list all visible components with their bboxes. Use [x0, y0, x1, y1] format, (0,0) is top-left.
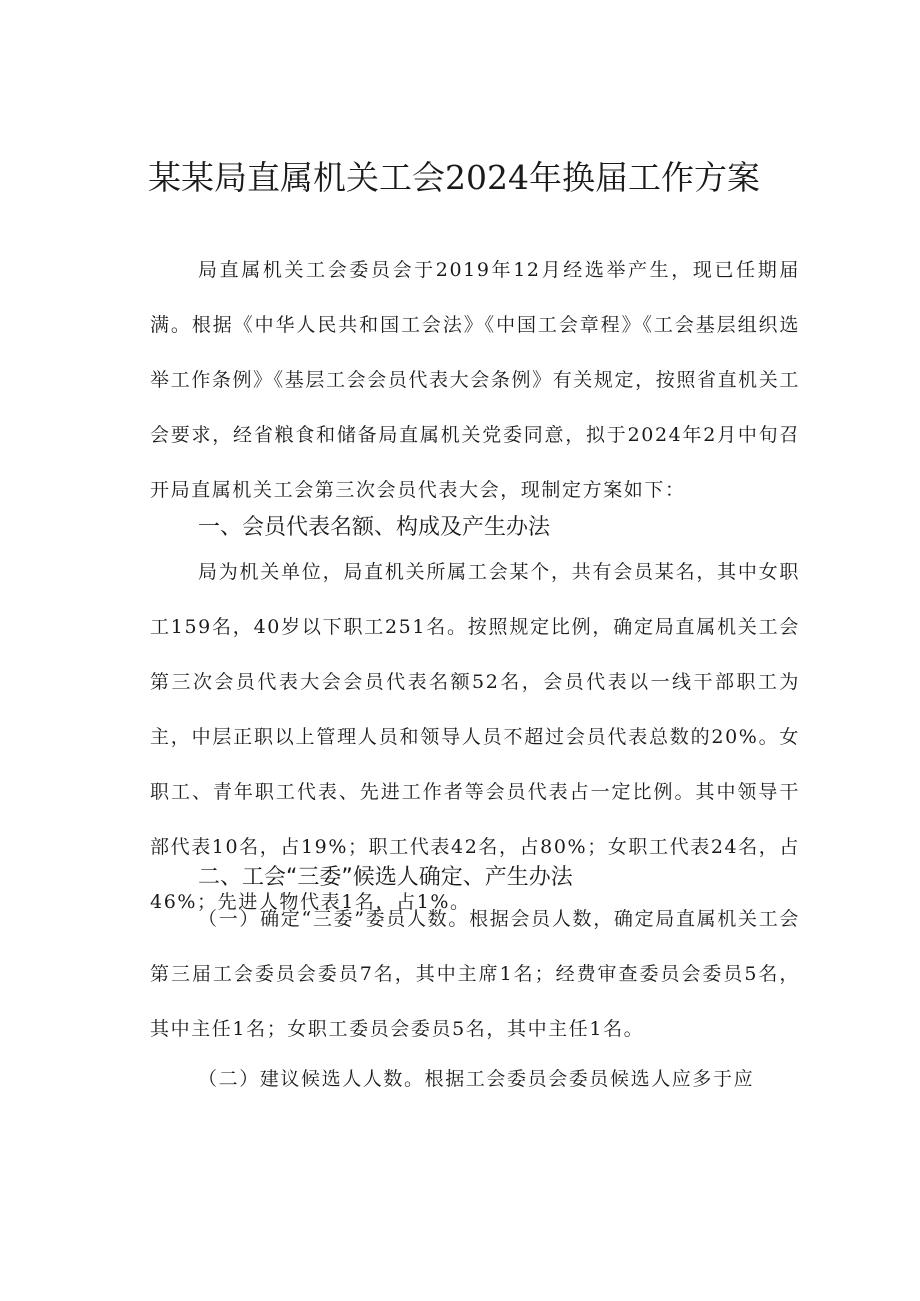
section-1-paragraph: 局为机关单位，局直机关所属工会某个，共有会员某名，其中女职工159名，40岁以下职工251名。按照规定比例，确定局直属机关工会第三次会员代表大会会员代表名额52名，会员代表以一线干部职工为主，中层正职以上管理人员和领导人员不超过会员代表总数的20%。女职工、青年职工代表、先进工作者等会员代表占一定比例。其中领导干部代表10名，占19%；职工代表42名，占80%；女职工代表24名，占46%；先进人物代表1名，占1%。 — [150, 561, 800, 913]
intro-paragraph: 局直属机关工会委员会于2019年12月经选举产生，现已任期届满。根据《中华人民共和国工会法》《中国工会章程》《工会基层组织选举工作条例》《基层工会会员代表大会条例》有关规定，按照省直机关工会要求，经省粮食和储备局直属机关党委同意，拟于2024年2月中旬召开局直属机关工会第三次会员代表大会，现制定方案如下： — [150, 259, 800, 501]
section-1-heading: 一、会员代表名额、构成及产生办法 — [198, 515, 551, 540]
section-2-item-1-paragraph: （一）确定“三委”委员人数。根据会员人数，确定局直属机关工会第三届工会委员会委员7名，其中主席1名；经费审查委员会委员5名，其中主任1名；女职工委员会委员5名，其中主任1名。 — [150, 908, 800, 1040]
document-title: 某某局直属机关工会2024年换届工作方案 — [148, 158, 760, 197]
section-2-heading: 二、工会“三委”候选人确定、产生办法 — [198, 865, 573, 890]
section-2-item-2-paragraph: （二）建议候选人人数。根据工会委员会委员候选人应多于应 — [198, 1068, 755, 1090]
